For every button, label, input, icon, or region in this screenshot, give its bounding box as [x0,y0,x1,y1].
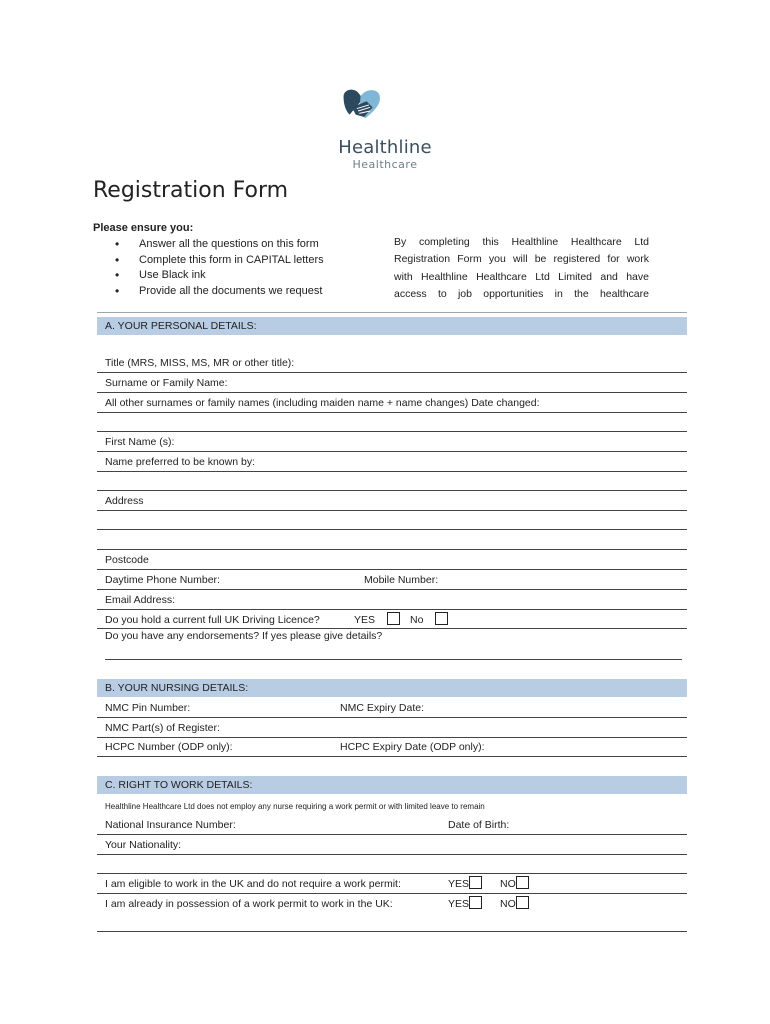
first-name-label: First Name (s): [105,436,175,448]
address-field[interactable] [97,491,687,511]
intro-line: Registration Form you will be registered for work [394,253,649,266]
nmc-row[interactable] [97,698,687,718]
licence-no-checkbox[interactable] [435,612,448,625]
surname-label: Surname or Family Name: [105,377,228,389]
dob-label: Date of Birth: [448,819,510,831]
hcpc-number-label: HCPC Number (ODP only): [105,741,233,753]
address-line-2[interactable] [97,529,687,530]
licence-yes-label: YES [354,614,376,626]
intro-paragraph [394,234,649,303]
preferred-name-label: Name preferred to be known by: [105,456,255,468]
permit-yes-checkbox[interactable] [469,896,482,909]
section-c-heading: C. RIGHT TO WORK DETAILS: [97,776,687,794]
other-surnames-field[interactable] [97,393,687,413]
section-b-heading: B. YOUR NURSING DETAILS: [97,679,687,697]
divider [97,312,687,313]
nmc-expiry-label: NMC Expiry Date: [340,702,425,714]
ensure-item: • Complete this form in CAPITAL letters [115,253,324,269]
preferred-name-field[interactable] [97,452,687,472]
nmc-parts-label: NMC Part(s) of Register: [105,722,220,734]
title-field[interactable] [97,353,687,373]
eligible-no-label: NO [500,878,516,890]
permit-no-checkbox[interactable] [516,896,529,909]
permit-yes[interactable] [448,894,482,914]
nmc-pin-label: NMC Pin Number: [105,702,191,714]
first-name-field[interactable] [97,432,687,452]
hcpc-expiry-label: HCPC Expiry Date (ODP only): [340,741,485,753]
intro-line: By completing this Healthline Healthcare Ltd [394,236,649,248]
eligible-no-checkbox[interactable] [516,876,529,889]
brand-name: Healthline [338,137,432,158]
intro-line: access to job opportunities in the healthcare [394,287,649,300]
endorsements-row [97,626,687,646]
mobile-label: Mobile Number: [364,574,439,586]
brand-subtitle: Healthcare [352,158,418,171]
healthline-logo [330,88,420,140]
title-label: Title (MRS, MISS, MS, MR or other title): [105,357,295,369]
endorsements-label: Do you have any endorsements? If yes please give details? [105,630,383,642]
surname-field[interactable] [97,373,687,393]
handshake-heart-icon [344,90,380,119]
hcpc-row[interactable] [97,737,687,757]
nationality-field[interactable] [97,835,687,855]
ensure-item: • Answer all the questions on this form [115,237,324,253]
ni-number-label: National Insurance Number: [105,819,236,831]
licence-question: Do you hold a current full UK Driving Licence? [105,614,320,626]
eligible-no[interactable] [500,874,529,894]
permit-question: I am already in possession of a work permit to work in the UK: [105,898,393,910]
eligible-yes-label: YES [448,878,470,890]
endorsements-line[interactable] [105,659,682,660]
ensure-item: • Use Black ink [115,268,324,284]
ni-row[interactable] [97,815,687,835]
licence-no-label: No [410,614,424,626]
right-to-work-note: Healthline Healthcare Ltd does not employ any nurse requiring a work permit or with limited leave to remain [105,802,485,811]
licence-yes-checkbox[interactable] [387,612,400,625]
ensure-item: • Provide all the documents we request [115,284,324,300]
eligible-yes-checkbox[interactable] [469,876,482,889]
postcode-label: Postcode [105,554,149,566]
email-field[interactable] [97,590,687,610]
nationality-label: Your Nationality: [105,839,182,851]
phone-row[interactable] [97,570,687,590]
eligible-yes[interactable] [448,874,482,894]
permit-row [97,894,687,914]
nmc-parts-field[interactable] [97,718,687,738]
permit-yes-label: YES [448,898,470,910]
ensure-heading: Please ensure you: [93,222,194,234]
eligible-question: I am eligible to work in the UK and do not require a work permit: [105,878,401,890]
postcode-field[interactable] [97,550,687,570]
permit-no-label: NO [500,898,516,910]
ensure-list [115,237,324,300]
address-label: Address [105,495,144,507]
intro-line: with Healthline Healthcare Ltd Limited and have [394,270,649,283]
daytime-phone-label: Daytime Phone Number: [105,574,220,586]
bottom-line [97,931,687,932]
section-a-heading: A. YOUR PERSONAL DETAILS: [97,317,687,335]
other-surnames-label: All other surnames or family names (including maiden name + name changes) Date changed: [105,397,540,409]
permit-no[interactable] [500,894,529,914]
page-title: Registration Form [93,178,289,203]
email-label: Email Address: [105,594,176,606]
eligible-row [97,874,687,894]
